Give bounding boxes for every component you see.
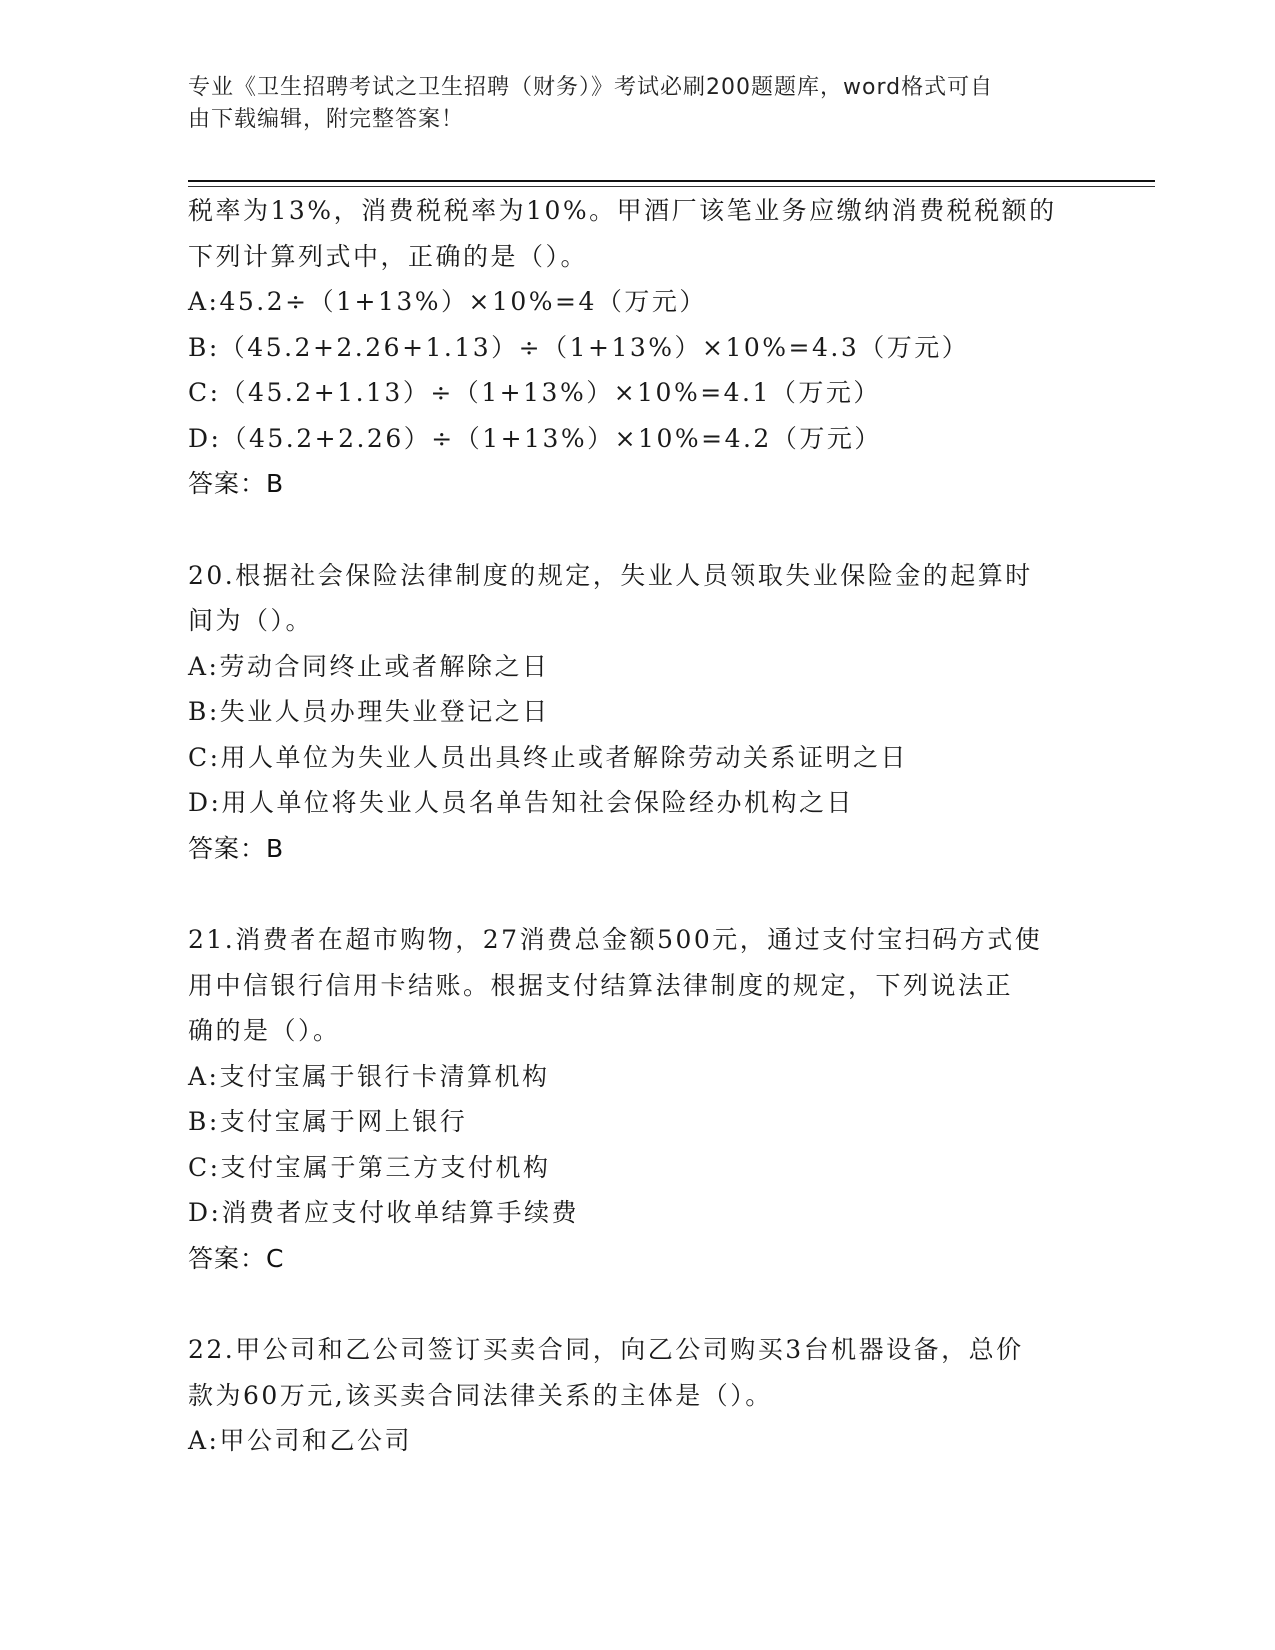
header-line-2: 由下载编辑，附完整答案！ — [188, 107, 465, 132]
header-divider-thin — [188, 186, 1155, 187]
option-b: B:支付宝属于网上银行 — [188, 1107, 468, 1136]
question-list — [188, 188, 1108, 1464]
question-text-line: 下列计算列式中，正确的是（）。 — [188, 241, 589, 271]
option-c: C:支付宝属于第三方支付机构 — [188, 1152, 551, 1182]
option-a: A:甲公司和乙公司 — [188, 1426, 412, 1455]
question-19-continued — [188, 188, 1108, 507]
header-line-1: 专业《卫生招聘考试之卫生招聘（财务）》考试必刷200题题库，word格式可自 — [188, 75, 994, 100]
option-c: C:用人单位为失业人员出具终止或者解除劳动关系证明之日 — [188, 742, 909, 772]
question-text-line: 用中信银行信用卡结账。根据支付结算法律制度的规定，下列说法正 — [188, 970, 1014, 1000]
option-d: D:用人单位将失业人员名单告知社会保险经办机构之日 — [188, 788, 854, 817]
option-d: D:（45.2+2.26）÷（1+13%）×10%=4.2（万元） — [188, 423, 882, 453]
question-text-line: 间为（）。 — [188, 606, 314, 635]
option-b: B:失业人员办理失业登记之日 — [188, 697, 550, 726]
option-a: A:支付宝属于银行卡清算机构 — [188, 1061, 550, 1091]
option-a: A:45.2÷（1+13%）×10%=4（万元） — [188, 287, 707, 316]
question-text-line: 确的是（）。 — [188, 1016, 341, 1045]
question-text-line: 税率为13%，消费税税率为10%。甲酒厂该笔业务应缴纳消费税税额的 — [188, 196, 1057, 225]
question-20 — [188, 553, 1108, 872]
option-b: B:（45.2+2.26+1.13）÷（1+13%）×10%=4.3（万元） — [188, 332, 970, 362]
document-header — [188, 72, 1088, 136]
question-text-line: 20.根据社会保险法律制度的规定，失业人员领取失业保险金的起算时 — [188, 560, 1033, 590]
answer-line: 答案：B — [188, 833, 285, 863]
question-text-line: 21.消费者在超市购物，27消费总金额500元，通过支付宝扫码方式使 — [188, 925, 1043, 954]
question-text-line: 款为60万元,该买卖合同法律关系的主体是（）。 — [188, 1380, 773, 1410]
question-22 — [188, 1327, 1108, 1464]
header-divider-thick — [188, 180, 1155, 182]
option-d: D:消费者应支付收单结算手续费 — [188, 1198, 579, 1227]
question-21 — [188, 917, 1108, 1281]
option-c: C:（45.2+1.13）÷（1+13%）×10%=4.1（万元） — [188, 378, 881, 407]
question-spacer — [188, 871, 1108, 917]
answer-line: 答案：C — [188, 1243, 285, 1273]
option-a: A:劳动合同终止或者解除之日 — [188, 651, 550, 681]
question-spacer — [188, 1281, 1108, 1327]
answer-line: 答案：B — [188, 469, 285, 498]
question-text-line: 22.甲公司和乙公司签订买卖合同，向乙公司购买3台机器设备，总价 — [188, 1335, 1024, 1364]
question-spacer — [188, 507, 1108, 553]
